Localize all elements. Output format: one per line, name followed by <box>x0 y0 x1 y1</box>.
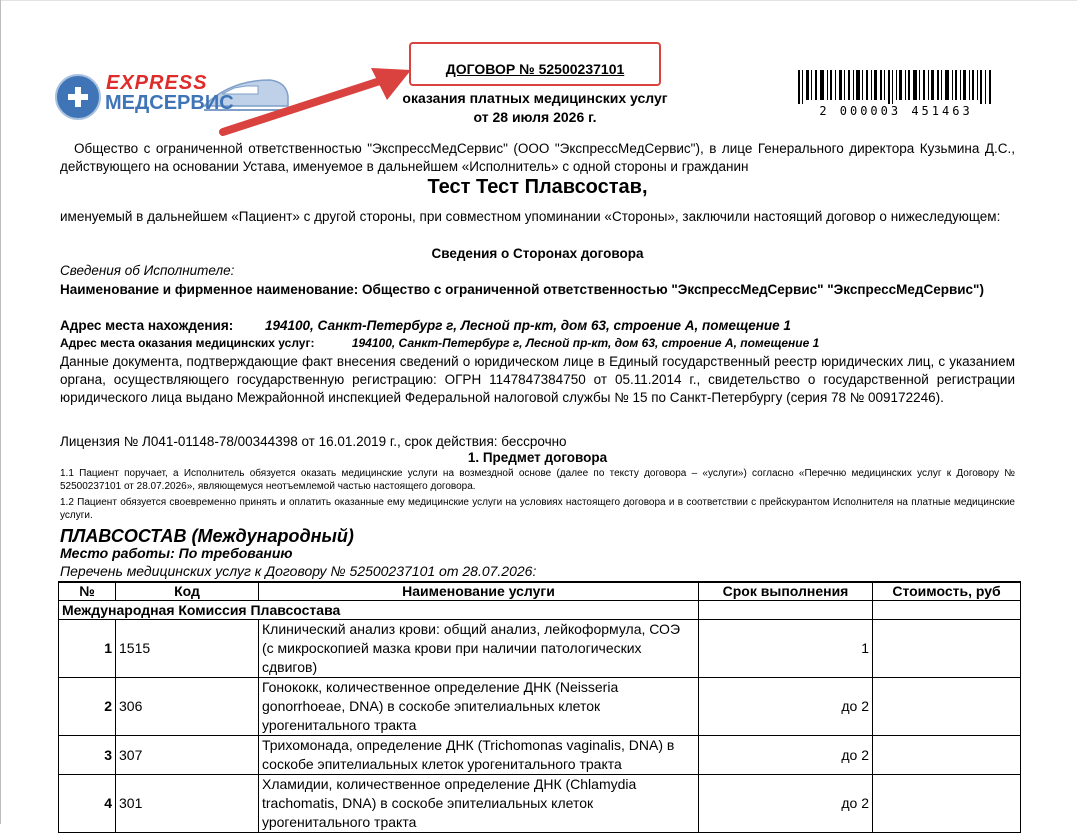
group-row <box>59 600 1021 619</box>
row-code: 301 <box>116 774 259 832</box>
table-header-row <box>59 582 1021 600</box>
row-cost <box>873 735 1021 774</box>
license-line: Лицензия № Л041-01148-78/00344398 от 16.01.2019 г., срок действия: бессрочно <box>60 434 567 449</box>
row-number: 1 <box>59 619 116 677</box>
table-row <box>59 774 1021 832</box>
services-list-title: Перечень медицинских услуг к Договору № 52500237101 от 28.07.2026: <box>60 563 537 579</box>
barcode-digits: 2 000003 451463 <box>819 104 973 118</box>
subtitle-date: от 28 июля 2026 г. <box>473 109 597 125</box>
page-left-edge <box>0 0 1 824</box>
workplace-line: Место работы: По требованию <box>60 545 293 561</box>
row-number: 3 <box>59 735 116 774</box>
registration-paragraph: Данные документа, подтверждающие факт внесения сведений о юридическом лице в Единый государственный реестр юридических лиц, с указанием органа, осуществляющего государственную регистрацию: ОГРН 1147847384750 от 05.11.2014 г., свидетельство о государственной регистрации юридического лица выдано Межрайонной инспекцией Федеральной налоговой службы № 15 по Санкт-Петербургу (серия 78 № 009172246). <box>60 354 1015 405</box>
intro-paragraph: Общество с ограниченной ответственностью "ЭкспрессМедСервис" (ООО "ЭкспрессМедСервис"), в лице Генерального директора Кузьмина Д.С., действующего на основании Устава, именуемое в дальнейшем «Исполнитель» с одной стороны и гражданин <box>60 141 1015 174</box>
patient-paragraph: именуемый в дальнейшем «Пациент» с другой стороны, при совместном упоминании «Стороны», заключили настоящий договор о нижеследующем: <box>60 209 1001 224</box>
services-table <box>58 581 1021 833</box>
executor-name-label: Наименование и фирменное наименование: <box>60 282 359 297</box>
group-name: Международная Комиссия Плавсостава <box>59 600 699 619</box>
contract-subtitle <box>355 89 715 127</box>
header-term: Срок выполнения <box>699 582 873 600</box>
row-cost <box>873 677 1021 735</box>
table-row <box>59 619 1021 677</box>
row-service-name: Трихомонада, определение ДНК (Trichomonas vaginalis, DNA) в соскобе эпителиальных клеток урогенитального тракта <box>259 735 699 774</box>
row-term: до 2 <box>699 774 873 832</box>
executor-name-value: Общество с ограниченной ответственностью "ЭкспрессМедСервис" "ЭкспрессМедСервис") <box>362 282 984 297</box>
patient-name: Тест Тест Плавсостав, <box>427 176 648 198</box>
executor-service-address-label: Адрес места оказания медицинских услуг: <box>60 336 315 350</box>
header-number: № <box>59 582 116 600</box>
clause-1-2: 1.2 Пациент обязуется своевременно принять и оплатить оказанные ему медицинские услуги на условиях настоящего договора и в соответствии с прейскурантом Исполнителя на платные медицинские услуги. <box>60 497 1015 521</box>
row-number: 4 <box>59 774 116 832</box>
header-cost: Стоимость, руб <box>873 582 1021 600</box>
table-row <box>59 735 1021 774</box>
row-service-name: Хламидии, количественное определение ДНК (Chlamydia trachomatis, DNA) в соскобе эпителиальных клеток урогенитального тракта <box>259 774 699 832</box>
row-service-name: Клинический анализ крови: общий анализ, лейкоформула, СОЭ (с микроскопией мазка крови при наличии патологических сдвигов) <box>259 619 699 677</box>
executor-address-value: 194100, Санкт-Петербург г, Лесной пр-кт, дом 63, строение А, помещение 1 <box>265 318 791 333</box>
logo-medservice-text: МЕДСЕРВИС <box>105 92 234 114</box>
page-top-edge <box>0 0 1077 1</box>
row-service-name: Гонококк, количественное определение ДНК (Neisseria gonorrhoeae, DNA) в соскобе эпителиальных клеток урогенитального тракта <box>259 677 699 735</box>
logo-express-text: EXPRESS <box>106 72 208 94</box>
header-service-name: Наименование услуги <box>259 582 699 600</box>
executor-service-address-line <box>60 335 1015 351</box>
row-term: 1 <box>699 619 873 677</box>
executor-heading: Сведения об Исполнителе: <box>60 263 235 278</box>
executor-name-line <box>60 281 1015 299</box>
clause-1-1: 1.1 Пациент поручает, а Исполнитель обязуется оказать медицинские услуги на возмездной основе (далее по тексту договора – «услуги») согласно «Перечню медицинских услуг к Договору № 52500237101 от 28.07.2026», являющемуся неотъемлемой частью настоящего договора. <box>60 468 1015 492</box>
logo-plus-icon <box>68 87 88 107</box>
table-row <box>59 677 1021 735</box>
executor-address-label: Адрес места нахождения: <box>60 318 234 333</box>
row-code: 307 <box>116 735 259 774</box>
contract-title: ДОГОВОР № 52500237101 <box>445 61 625 77</box>
group-term-cell <box>699 600 873 619</box>
subtitle-line-1: оказания платных медицинских услуг <box>402 90 668 106</box>
section-1-title: 1. Предмет договора <box>467 450 608 465</box>
executor-address-line <box>60 317 1015 335</box>
row-number: 2 <box>59 677 116 735</box>
row-cost <box>873 774 1021 832</box>
row-term: до 2 <box>699 735 873 774</box>
group-cost-cell <box>873 600 1021 619</box>
row-code: 306 <box>116 677 259 735</box>
barcode <box>796 70 996 104</box>
row-term: до 2 <box>699 677 873 735</box>
row-code: 1515 <box>116 619 259 677</box>
executor-service-address-value: 194100, Санкт-Петербург г, Лесной пр-кт, дом 63, строение А, помещение 1 <box>351 336 820 350</box>
row-cost <box>873 619 1021 677</box>
header-code: Код <box>116 582 259 600</box>
sides-section-title: Сведения о Сторонах договора <box>431 246 644 261</box>
program-title: ПЛАВСОСТАВ (Международный) <box>60 526 354 546</box>
